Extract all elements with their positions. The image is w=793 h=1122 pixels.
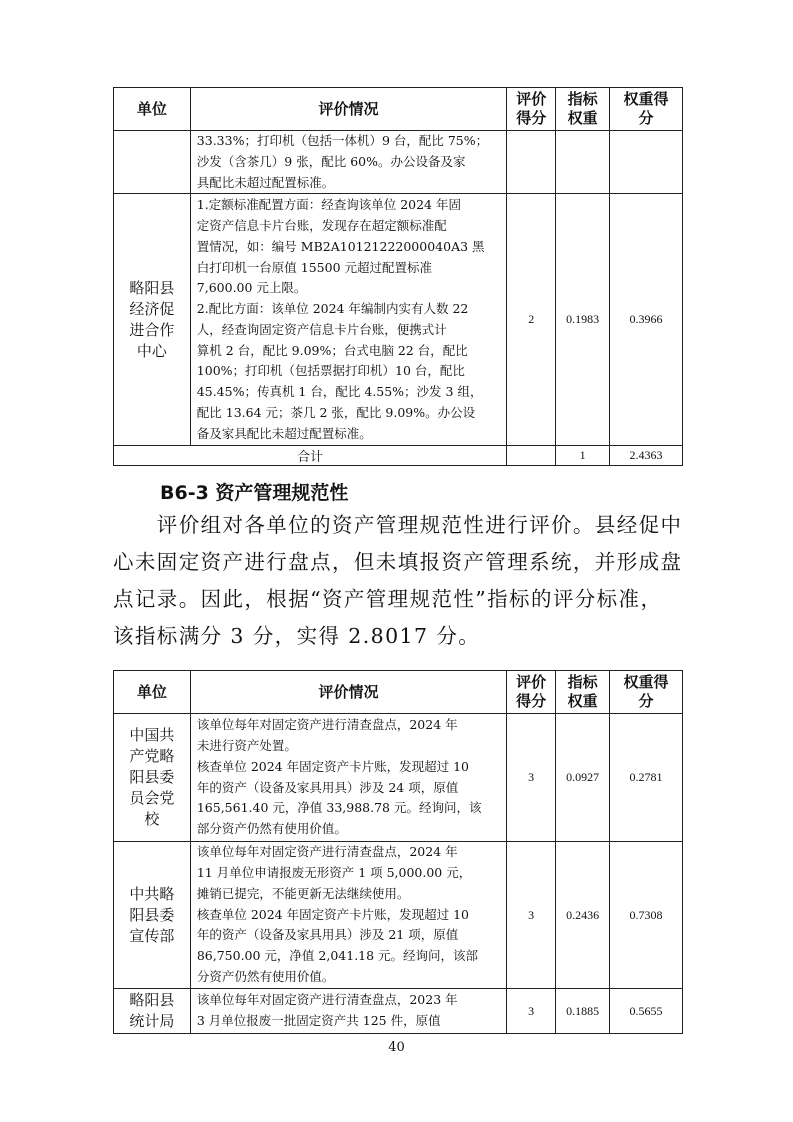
header-unit: 单位 [114,88,191,131]
score-cell: 3 [507,842,556,989]
weighted-score-cell [610,131,683,194]
weight-cell: 0.1885 [556,989,610,1034]
table-row [114,131,683,194]
weighted-score-cell: 0.3966 [610,194,683,446]
unit-cell: 略阳县 统计局 [114,989,191,1034]
unit-cell [114,131,191,194]
header-weight: 指标 权重 [556,671,610,714]
weighted-score-cell: 0.2781 [610,714,683,842]
table-header-row [114,671,683,714]
table-fixed-asset-config [113,87,683,466]
unit-cell: 中国共 产党略 阳县委 员会党 校 [114,714,191,842]
table-asset-management [113,670,683,1034]
desc-cell: 33.33%；打印机（包括一体机）9 台，配比 75%； 沙发（含茶几）9 张，配比 60%。办公设备及家 具配比未超过配置标准。 [190,131,507,194]
unit-cell: 中共略 阳县委 宣传部 [114,842,191,989]
section-heading: B6-3 资产管理规范性 [160,482,349,504]
page-number: 40 [388,1040,405,1055]
desc-cell: 该单位每年对固定资产进行清查盘点，2023 年 3 月单位报废一批固定资产共 125 件，原值 [190,989,506,1034]
desc-cell: 该单位每年对固定资产进行清查盘点，2024 年 未进行资产处置。 核查单位 2024 年固定资产卡片账，发现超过 10 年的资产（设备及家具用具）涉及 24 项，原值 165,561.40 元，净值 33,988.78 元。经询问，该 部分资产仍然有使用价值。 [190,714,506,842]
header-weighted-score: 权重得 分 [610,88,683,131]
weight-cell [556,131,610,194]
table-row [114,714,683,842]
score-cell [507,131,556,194]
header-unit: 单位 [114,671,191,714]
score-cell: 3 [507,714,556,842]
header-weighted-score: 权重得 分 [610,671,683,714]
table-row [114,194,683,446]
total-score [507,446,556,466]
score-cell: 3 [507,989,556,1034]
total-label: 合计 [114,446,507,466]
table-row [114,842,683,989]
score-cell: 2 [507,194,556,446]
desc-cell: 1.定额标准配置方面：经查询该单位 2024 年固 定资产信息卡片台账，发现存在超定额标准配 置情况，如：编号 MB2A10121222000040A3 黑 白打印机一台原值 15500 元超过配置标准 7,600.00 元上限。 2.配比方面：该单位 2024 年编制内实有人数 22 人，经查询固定资产信息卡片台账，便携式计 算机 2 台，配比 9.09%；台式电脑 22 台，配比 100%；打印机（包括票据打印机）10 台，配比 45.45%；传真机 1 台，配比 4.55%；沙发 3 组， 配比 13.64 元；茶几 2 张，配比 9.09%。办公设 备及家具配比未超过配置标准。 [190,194,507,446]
desc-cell: 该单位每年对固定资产进行清查盘点，2024 年 11 月单位申请报废无形资产 1 项 5,000.00 元， 摊销已提完，不能更新无法继续使用。 核查单位 2024 年固定资产卡片账，发现超过 10 年的资产（设备及家具用具）涉及 21 项，原值 86,750.00 元，净值 2,041.18 元。经询问，该部 分资产仍然有使用价值。 [190,842,506,989]
weighted-score-cell: 0.5655 [610,989,683,1034]
unit-cell: 略阳县 经济促 进合作 中心 [114,194,191,446]
weighted-score-cell: 0.7308 [610,842,683,989]
weight-cell: 0.1983 [556,194,610,446]
header-desc: 评价情况 [190,88,507,131]
header-desc: 评价情况 [190,671,506,714]
total-weighted-score: 2.4363 [610,446,683,466]
weight-cell: 0.0927 [556,714,610,842]
header-weight: 指标 权重 [556,88,610,131]
table-header-row [114,88,683,131]
header-score: 评价 得分 [507,671,556,714]
section-paragraph: 评价组对各单位的资产管理规范性进行评价。县经促中 心未固定资产进行盘点，但未填报资产管理系统，并形成盘 点记录。因此，根据“资产管理规范性”指标的评分标准， 该指标满分 3 分，实得 2.8017 分。 [113,513,683,648]
weight-cell: 0.2436 [556,842,610,989]
total-weight: 1 [556,446,610,466]
table-row [114,989,683,1034]
total-row [114,446,683,466]
header-score: 评价 得分 [507,88,556,131]
